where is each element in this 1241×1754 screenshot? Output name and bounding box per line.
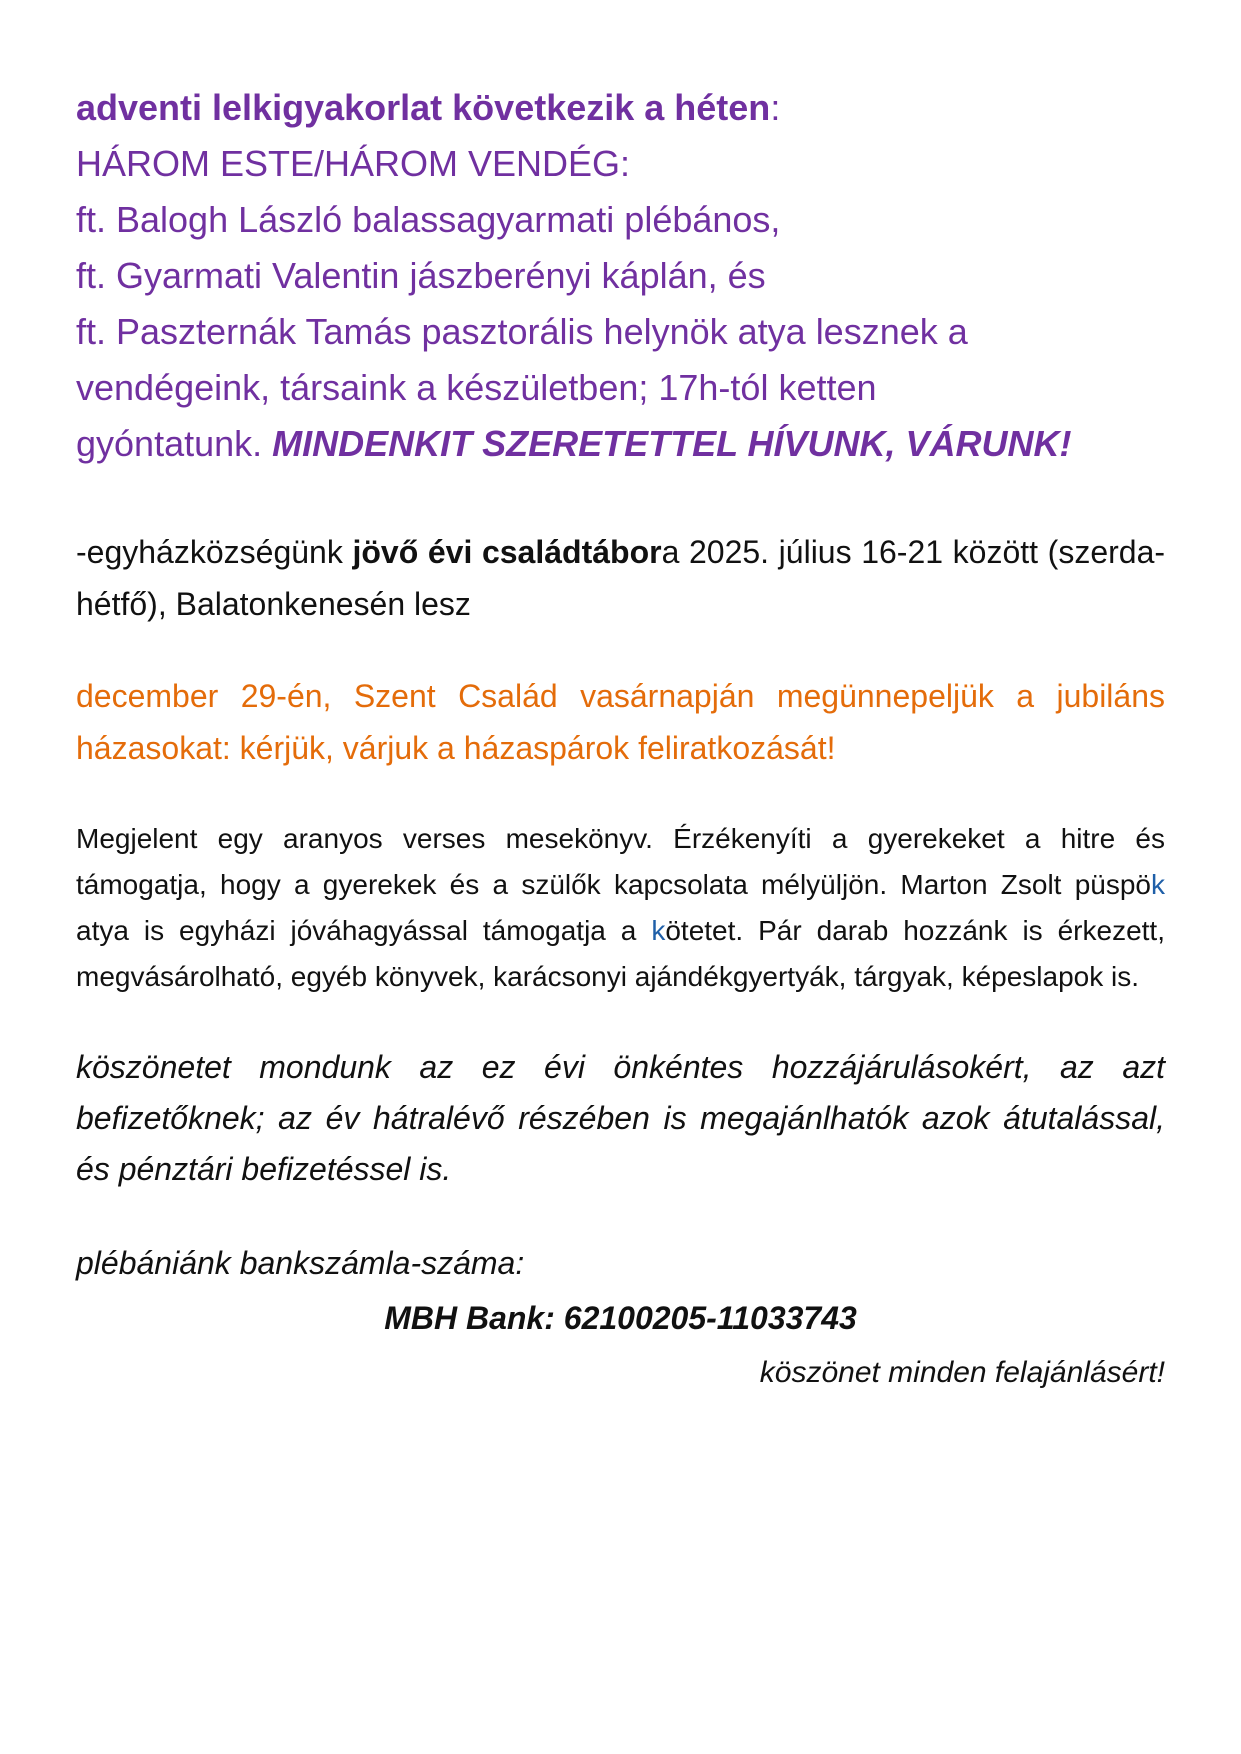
advent-subheading: HÁROM ESTE/HÁROM VENDÉG: — [76, 143, 631, 184]
advent-heading: adventi lelkigyakorlat következik a héten — [76, 87, 771, 128]
book-part-2: atya is egyházi jóváhagyással támogatja a — [76, 915, 652, 946]
book-part-1: Megjelent egy aranyos verses mesekönyv. Érzékenyíti a gyerekeket a hitre és támogatja, hogy a gyerekek és a szülők kapcsolata mélyüljön. Marton Zsolt püspö — [76, 823, 1165, 900]
storybook-paragraph — [76, 816, 1165, 1000]
advent-guest-1: ft. Balogh László balassagyarmati plébános, — [76, 199, 781, 240]
advent-retreat-section — [76, 80, 1165, 472]
advent-invitation: MINDENKIT SZERETETTEL HÍVUNK, VÁRUNK! — [272, 423, 1072, 464]
book-part-3: ötetet. Pár darab hozzánk is érkezett, megvásárolható, egyéb könyvek, karácsonyi ajándékgyertyák, tárgyak, képeslapok is. — [76, 915, 1165, 992]
book-blue-k-2: k — [651, 915, 666, 946]
advent-heading-line — [76, 80, 1165, 136]
advent-guest-3: ft. Paszternák Tamás pasztorális helynök atya lesznek a — [76, 311, 968, 352]
camp-prefix: -egyházközségünk — [76, 534, 353, 570]
advent-text-last-line — [76, 416, 1165, 472]
camp-suffix: a 2025. július 16-21 között (szerda-hétfő), Balatonkenesén lesz — [76, 534, 1166, 622]
thanks-paragraph: köszönetet mondunk az ez évi önkéntes hozzájárulásokért, az azt befizetőknek; az év hátralévő részében is megajánlhatók azok átutalással, és pénztári befizetéssel is. — [76, 1049, 1165, 1187]
book-blue-k-1: k — [1151, 869, 1165, 900]
camp-bold: jövő évi családtábor — [352, 534, 662, 570]
bank-account-number: MBH Bank: 62100205-11033743 — [384, 1300, 857, 1336]
advent-text-line: vendégeink, társaink a készületben; 17h-tól ketten — [76, 367, 877, 408]
jubilee-paragraph: december 29-én, Szent Család vasárnapján megünnepeljük a jubiláns házasokat: kérjük, várjuk a házaspárok feliratkozását! — [76, 678, 1165, 766]
advent-text-last: gyóntatunk. — [76, 423, 273, 464]
advent-heading-colon: : — [770, 87, 781, 128]
family-camp-paragraph — [76, 526, 1165, 630]
closing-thanks: köszönet minden felajánlásért! — [759, 1356, 1165, 1389]
advent-guest-2: ft. Gyarmati Valentin jászberényi káplán, és — [76, 255, 766, 296]
bulletin-page — [76, 80, 1165, 1399]
bank-account-label: plébániánk bankszámla-száma: — [76, 1245, 525, 1281]
